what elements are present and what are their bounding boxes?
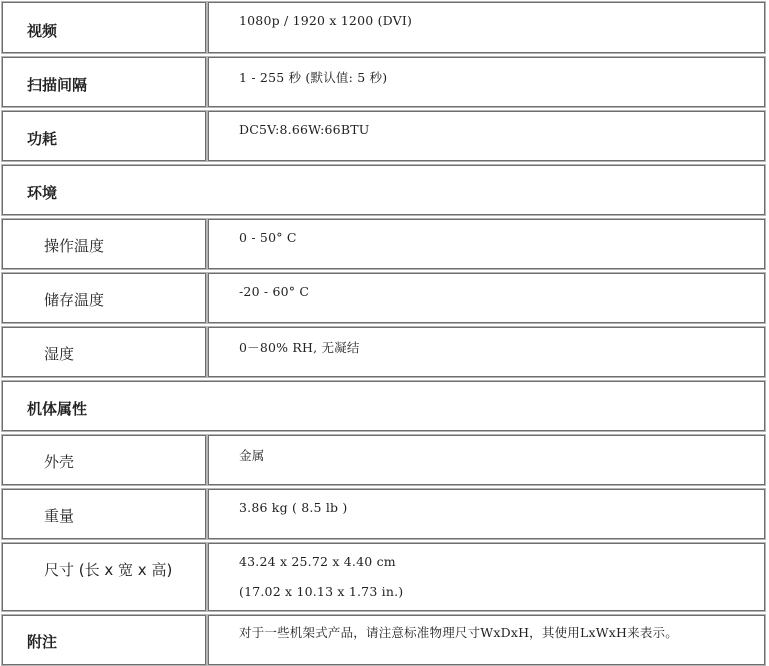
value-cell	[207, 56, 766, 108]
label-cell	[1, 488, 207, 540]
value-cell	[207, 272, 766, 324]
value-cell	[207, 542, 766, 612]
section-row	[0, 164, 766, 216]
value-cell	[207, 614, 766, 666]
label-cell	[1, 614, 207, 666]
row-value: 0 - 50° C	[239, 230, 297, 245]
table-row	[0, 542, 766, 612]
label-cell	[1, 1, 207, 54]
table-row	[0, 326, 766, 378]
row-value: 对于一些机架式产品，请注意标准物理尺寸WxDxH，其使用LxWxH来表示。	[239, 625, 678, 640]
value-cell	[207, 326, 766, 378]
table-row	[0, 110, 766, 162]
table-row	[0, 56, 766, 108]
value-cell	[207, 488, 766, 540]
table-row	[0, 218, 766, 270]
row-value: 43.24 x 25.72 x 4.40 cm	[239, 554, 396, 569]
section-cell	[1, 164, 766, 216]
section-row	[0, 380, 766, 432]
value-cell	[207, 218, 766, 270]
section-cell	[1, 380, 766, 432]
value-cell	[207, 434, 766, 486]
section-title: 机体属性	[27, 400, 88, 418]
table-row	[0, 488, 766, 540]
row-label: 扫描间隔	[27, 76, 88, 94]
label-cell	[1, 110, 207, 162]
table-row	[0, 272, 766, 324]
row-value: 3.86 kg ( 8.5 lb )	[239, 500, 348, 515]
table-row	[0, 1, 766, 54]
row-label: 附注	[27, 633, 58, 651]
label-cell	[1, 326, 207, 378]
row-value-secondary: (17.02 x 10.13 x 1.73 in.)	[239, 584, 404, 599]
row-label: 尺寸 (长 x 宽 x 高)	[44, 561, 173, 579]
table-row	[0, 614, 766, 666]
table-row	[0, 434, 766, 486]
row-value: -20 - 60° C	[239, 284, 310, 299]
row-label: 外壳	[44, 453, 75, 471]
row-label: 储存温度	[44, 291, 105, 309]
section-title: 环境	[27, 184, 58, 202]
value-cell	[207, 1, 766, 54]
row-label: 湿度	[44, 345, 75, 363]
row-value: 1 - 255 秒 (默认值: 5 秒)	[239, 70, 388, 85]
row-value: 金属	[239, 448, 265, 463]
row-label: 视频	[27, 22, 58, 40]
label-cell	[1, 542, 207, 612]
row-value: DC5V:8.66W:66BTU	[239, 122, 370, 137]
row-label: 操作温度	[44, 237, 105, 255]
label-cell	[1, 56, 207, 108]
row-value: 0－80% RH, 无凝结	[239, 340, 360, 355]
label-cell	[1, 218, 207, 270]
label-cell	[1, 272, 207, 324]
row-label: 功耗	[27, 130, 58, 148]
row-label: 重量	[44, 507, 75, 525]
row-value: 1080p / 1920 x 1200 (DVI)	[239, 13, 413, 28]
value-cell	[207, 110, 766, 162]
label-cell	[1, 434, 207, 486]
